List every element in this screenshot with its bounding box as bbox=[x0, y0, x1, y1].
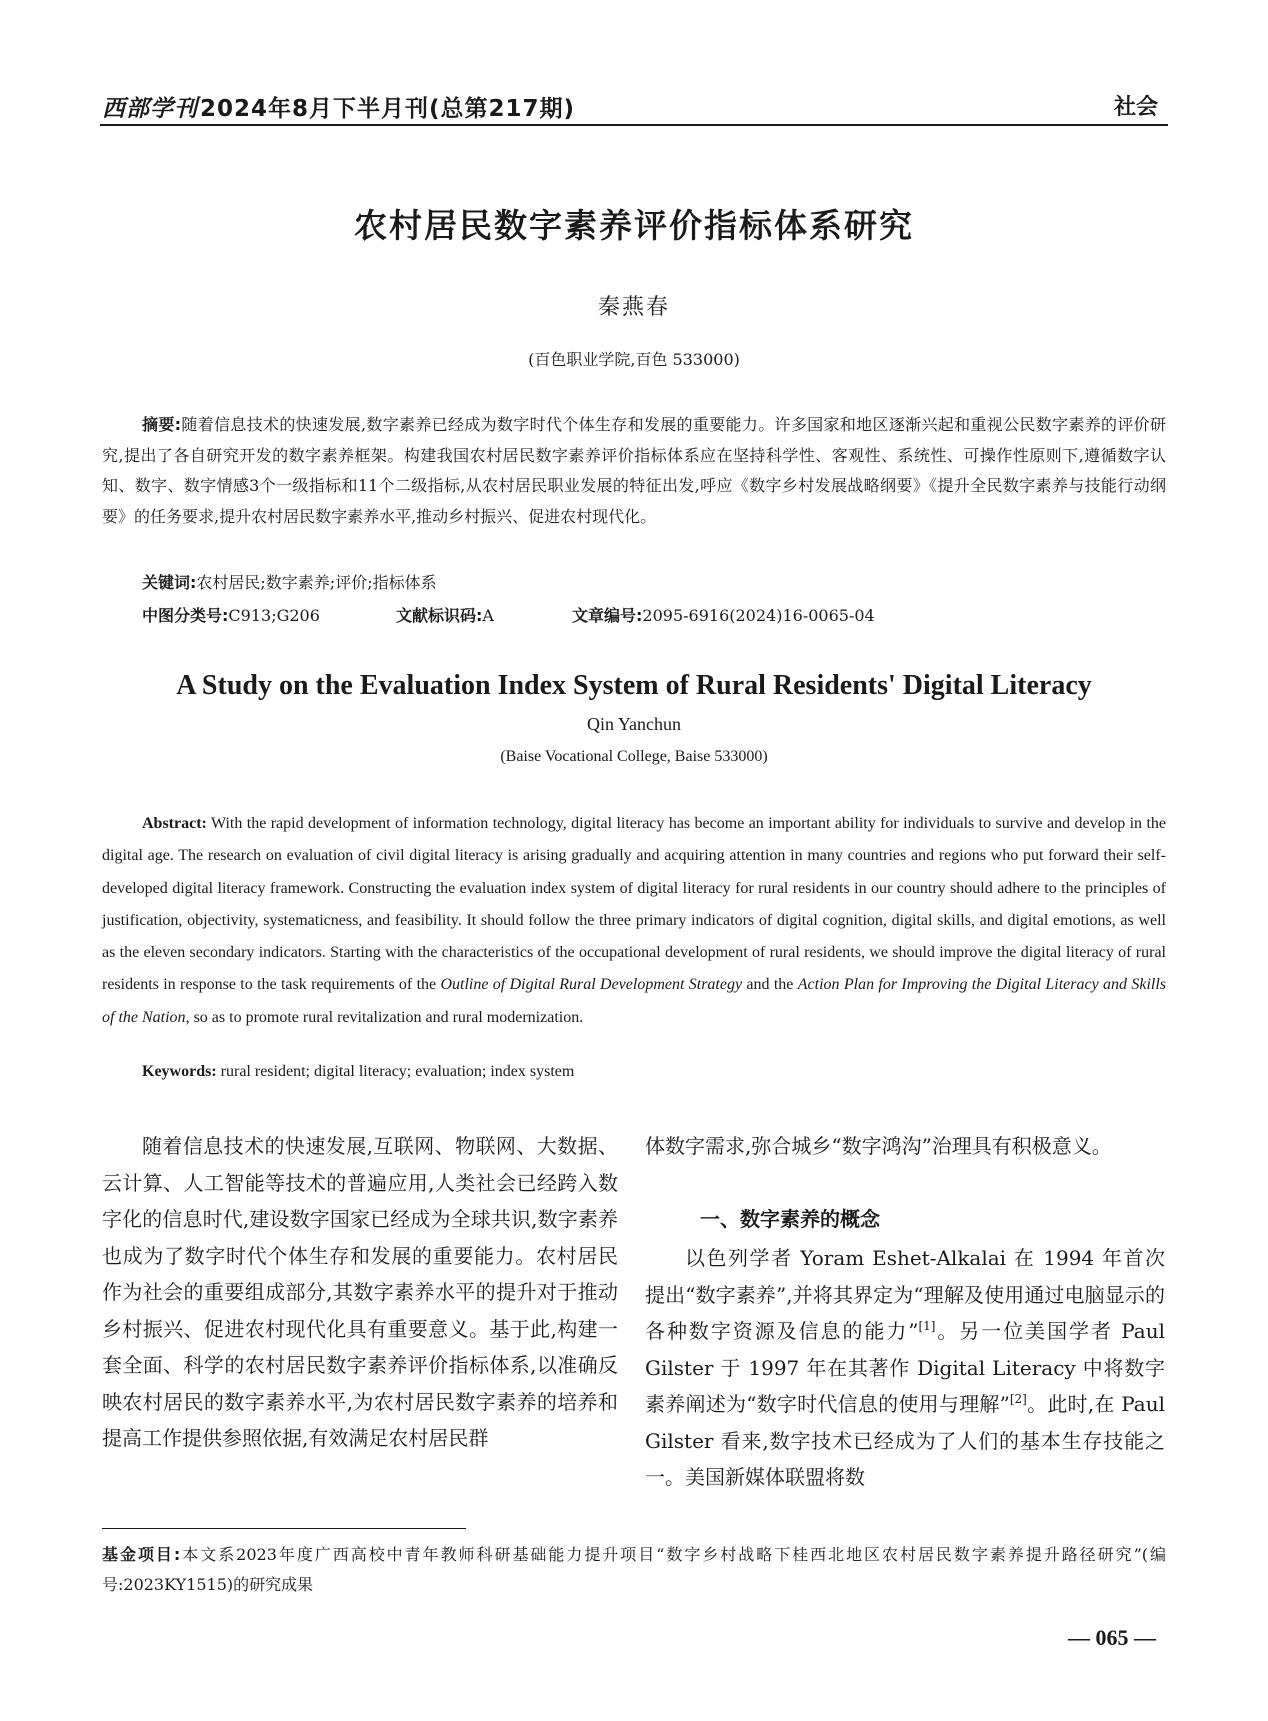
affiliation-cn: (百色职业学院,百色 533000) bbox=[528, 350, 740, 369]
body-right-continuation: 体数字需求,弥合城乡“数字鸿沟”治理具有积极意义。 bbox=[645, 1134, 1112, 1158]
article-number bbox=[572, 603, 875, 626]
journal-logo: 西部学刊 bbox=[102, 95, 198, 122]
keywords-cn bbox=[142, 570, 437, 593]
abstract-en-part2: and the bbox=[742, 976, 798, 994]
abstract-en-part1: With the rapid development of information technology, digital literacy has become an important ability for individuals to survive and develop in the digital age. The research on evaluation of civil digital literacy is arising gradually and acquiring attention in many countries and regions who put forward their self-developed digital literacy framework. Constructing the evaluation index system of digital literacy for rural residents in our country should adhere to the principles of justification, objectivity, systematicness, and feasibility. It should follow the three primary indicators of digital cognition, digital skills, and digital emotions, as well as the eleven secondary indicators. Starting with the characteristics of the occupational development of rural residents, we should improve the digital literacy of rural residents in response to the task requirements of the bbox=[102, 815, 1166, 994]
article-title-cn: 农村居民数字素养评价指标体系研究 bbox=[354, 206, 914, 245]
journal-header bbox=[102, 90, 575, 123]
article-number-value: 2095-6916(2024)16-0065-04 bbox=[642, 606, 875, 625]
abstract-en-label: Abstract: bbox=[142, 815, 207, 832]
citation-ref-1: [1] bbox=[918, 1319, 936, 1333]
article-title-en: A Study on the Evaluation Index System of Rural Residents' Digital Literacy bbox=[176, 670, 1092, 701]
funding-text: 本文系2023年度广西高校中青年教师科研基础能力提升项目“数字乡村战略下桂西北地区农村居民数字素养提升路径研究”(编号:2023KY1515)的研究成果 bbox=[102, 1545, 1166, 1594]
article-number-label: 文章编号: bbox=[572, 606, 643, 625]
clc-label: 中图分类号: bbox=[142, 606, 229, 625]
body-left-column: 随着信息技术的快速发展,互联网、物联网、大数据、云计算、人工智能等技术的普遍应用,人类社会已经跨入数字化的信息时代,建设数字国家已经成为全球共识,数字素养也成为了数字时代个体生存和发展的重要能力。农村居民作为社会的重要组成部分,其数字素养水平的提升对于推动乡村振兴、促进农村现代化具有重要意义。基于此,构建一套全面、科学的农村居民数字素养评价指标体系,以准确反映农村居民的数字素养水平,为农村居民数字素养的培养和提高工作提供参照依据,有效满足农村居民群 bbox=[102, 1134, 618, 1450]
journal-issue: 2024年8月下半月刊(总第217期) bbox=[200, 96, 576, 122]
right-p1: 以色列学者 Yoram Eshet-Alkalai 在 1994 年首次提出“数字素养”,并将其界定为“理解及使用通过电脑显示的各种数字资源及信息的能力” bbox=[645, 1246, 1165, 1343]
affiliation-en: (Baise Vocational College, Baise 533000) bbox=[500, 748, 768, 765]
abstract-cn-label: 摘要: bbox=[142, 415, 182, 434]
author-en: Qin Yanchun bbox=[586, 714, 681, 734]
abstract-en bbox=[102, 808, 1166, 1034]
page-number: — 065 — bbox=[1068, 1625, 1156, 1650]
doc-code-value: A bbox=[482, 606, 494, 625]
section-label: 社会 bbox=[1113, 95, 1158, 120]
keywords-en-text: rural resident; digital literacy; evaluation; index system bbox=[216, 1063, 575, 1080]
right-p3: 。此时,在 Paul Gilster 看来,数字技术已经成为了人们的基本生存技能之一。美国新媒体联盟将数 bbox=[645, 1392, 1166, 1489]
clc-number bbox=[142, 603, 320, 626]
keywords-cn-label: 关键词: bbox=[142, 573, 197, 592]
abstract-en-italic2: Action Plan for Improving the Digital Literacy and Skills of the Nation bbox=[102, 976, 1167, 1026]
abstract-en-part3: , so as to promote rural revitalization and rural modernization. bbox=[185, 1008, 584, 1026]
doc-code-label: 文献标识码: bbox=[396, 606, 483, 625]
keywords-en bbox=[142, 1063, 574, 1081]
clc-value: C913;G206 bbox=[228, 606, 320, 625]
abstract-cn bbox=[102, 410, 1166, 532]
document-code bbox=[396, 603, 494, 626]
header-divider bbox=[100, 124, 1168, 126]
funding-footnote bbox=[102, 1540, 1166, 1600]
keywords-en-label: Keywords: bbox=[142, 1063, 217, 1080]
abstract-cn-text: 随着信息技术的快速发展,数字素养已经成为数字时代个体生存和发展的重要能力。许多国家和地区逐渐兴起和重视公民数字素养的评价研究,提出了各自研究开发的数字素养框架。构建我国农村居民数字素养评价指标体系应在坚持科学性、客观性、系统性、可操作性原则下,遵循数字认知、数字、数字情感3个一级指标和11个二级指标,从农村居民职业发展的特征出发,呼应《数字乡村发展战略纲要》《提升全民数字素养与技能行动纲要》的任务要求,提升农村居民数字素养水平,推动乡村振兴、促进农村现代化。 bbox=[102, 415, 1166, 526]
right-p2: 。另一位美国学者 Paul Gilster 于 1997 年在其著作 Digital Literacy 中将数字素养阐述为“数字时代信息的使用与理解” bbox=[645, 1319, 1165, 1416]
keywords-cn-text: 农村居民;数字素养;评价;指标体系 bbox=[196, 573, 437, 592]
section-heading: 一、数字素养的概念 bbox=[700, 1207, 880, 1231]
footnote-divider bbox=[102, 1528, 466, 1529]
citation-ref-2: [2] bbox=[1009, 1392, 1027, 1406]
body-right-paragraph bbox=[645, 1240, 1165, 1496]
author-cn: 秦燕春 bbox=[597, 295, 670, 320]
abstract-en-italic1: Outline of Digital Rural Development Strategy bbox=[440, 976, 743, 994]
funding-label: 基金项目: bbox=[102, 1545, 181, 1564]
